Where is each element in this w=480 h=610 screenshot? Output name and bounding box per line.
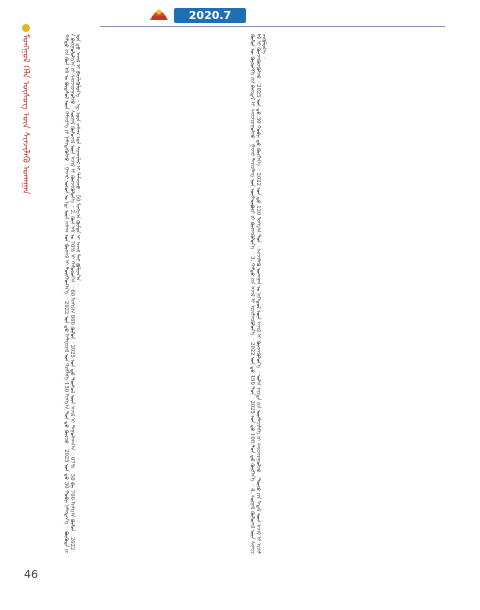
text-column-left: ᠬᠠᠮᠲᠤ ᠶᠢᠨ ᠬᠦᠨ ᠠᠮ ᠤ ᠬᠦᠳᠡᠯᠦᠯ ᠦᠨ ᠬᠡᠮᠵᠢᠶ᠎ᠡ ᠶᠢ ᠨᠡᠮᠡᠭᠳᠡᠭᠦᠯᠵᠦ ᠂ ᠭᠠᠵᠠᠷ ᠣᠷᠣᠨ ᠤ ᠡᠳ᠋ ᠦᠨ ᠵᠠᠰᠠᠭ ᠤᠨ ᠬᠥᠭᠵᠢᠯ ᠢ ᠲᠦᠷᠭᠡᠳᠬᠡᠨ᠎ᠡ ᠃ 2022 ᠣᠨ ᠳ᠋ᠤ ᠮᠠᠲ᠋ᠧᠷᠢᠶᠠᠯ ᠤᠨ ᠬᠡᠷᠡᠭᠯᠡᠭᠡ 150 ᠮᠢᠩᠭ᠎ᠠ ᠲᠣᠨ ᠳ᠋ᠤ ᠬᠦᠷᠴᠦ ᠂ 2025 ᠣᠨ ᠳ᠋ᠤ 30 ᠬᠤᠪᠢ ᠨᠡᠮᠡᠭᠳᠡᠨ᠎ᠡ ᠃ ᠪᠦᠭᠦᠳᠡ ᠶᠢᠨ ᠪᠠᠶᠢᠭᠤᠯᠤᠯᠭ᠎ᠠ ᠶᠢ ᠰᠠᠶᠢᠵᠢᠷᠠᠭᠤᠯᠵᠤ ᠂ ᠰᠤᠷᠭᠠᠯ ᠬᠥᠮᠦᠵᠢᠯ ᠦᠨ ᠠᠵᠢᠯ ᠢ ᠬᠥᠭᠵᠢᠭᠦᠯᠦᠨ᠎ᠡ ᠃ 2. ᠬᠦᠨ ᠠᠮ ᠤ 70% ᠢ ᠬᠠᠮᠤᠷᠤᠨ᠎ᠠ ᠃ 60 ᠮᠢᠩᠭ᠎ᠠ 800 ᠬᠦᠮᠦᠨ ᠂ 2025 ᠣᠨ ᠳ᠋ᠤ ᠲᠥᠰᠥᠯ ᠦᠨ ᠠᠵᠢᠯ ᠢ ᠳᠠᠭᠤᠰᠭᠠᠨ᠎ᠠ ᠃ 67% ᠂ 50 ᠪᠠ 700 ᠮᠢᠩᠭ᠎ᠠ ᠬᠦᠮᠦᠨ ᠂ 2022 ᠣᠨ ᠳ᠋ᠤ ᠠᠵᠢᠯ ᠢ ᠪᠡᠶᠡᠯᠡᠭᠦᠯᠦᠨ᠎ᠡ ᠃ ᠡᠳ᠋ ᠦᠨ ᠵᠠᠰᠠᠭ ᠤᠨ ᠰᠢᠨᠡᠴᠢᠯᠡᠯ ᠢ ᠳᠡᠮᠵᠢᠵᠦ ᠂ 50 ᠮᠢᠩᠭ᠎ᠠ ᠬᠦᠮᠦᠨ ᠢ ᠠᠵᠢᠯ ᠲᠠᠢ ᠪᠣᠯᠭᠠᠨ᠎ᠠ ᠃ (62, 34, 81, 553)
emblem-logo-icon (148, 4, 170, 22)
header-divider (100, 26, 445, 27)
text-column-right: ᠬᠦᠮᠦᠨ ᠦ ᠬᠥᠷᠥᠩᠭᠡ ᠶᠢᠨ ᠪᠠᠶᠢᠳᠠᠯ ᠢ ᠰᠠᠶᠢᠵᠢᠷᠠᠭᠤᠯᠵᠤ ᠂ ᠭᠠᠵᠠᠷ ᠲᠠᠷᠢᠶᠠᠯᠠᠩ ᠤᠨ ᠦᠢᠯᠡᠳᠪᠦᠷᠢ ᠶᠢ ᠬᠥᠭᠵᠢᠭᠦᠯᠦᠨ᠎ᠡ ᠃ 3. ᠬᠠᠮᠲᠤ ᠶᠢᠨ ᠠᠵᠢᠯ ᠢ ᠡᠷᠴᠢᠮᠵᠢᠭᠦᠯᠦᠨ᠎ᠡ ᠃ 2022 ᠣᠨ ᠳ᠋ᠤ 150 ᠲᠣᠨ ᠂ 2025 ᠣᠨ ᠳ᠋ᠤ 100 ᠲᠣᠨ ᠳ᠋ᠤ ᠬᠦᠷᠭᠡᠨ᠎ᠡ ᠃ 4. ᠰᠤᠷᠭᠠᠯ ᠬᠥᠮᠦᠵᠢᠯ ᠦᠨ ᠰᠢᠨᠡᠴᠢᠯᠡᠯ ᠢ ᠭᠦᠨᠵᠡᠭᠦᠷᠡᠭᠦᠯᠵᠦ ᠂ 2025 ᠣᠨ ᠳ᠋ᠤ 30 ᠬᠤᠪᠢ ᠳ᠋ᠤ ᠬᠦᠷᠭᠡᠨ᠎ᠡ ᠃ 2022 ᠣᠨ ᠳ᠋ᠤ 120 ᠮᠢᠩᠭ᠎ᠠ ᠲᠣᠨ ᠂ ᠰᠢᠨᠵᠢᠯᠡᠬᠦ ᠤᠬᠠᠭᠠᠨ ᠤ ᠨᠢᠭᠡᠳᠦᠯ ᠦᠨ ᠠᠵᠢᠯ ᠢ ᠬᠥᠭᠵᠢᠭᠦᠯᠦᠨ᠎ᠡ ᠃ ᠣᠯᠠᠨ ᠨᠡᠶᠢᠲᠡ ᠶᠢᠨ ᠦᠢᠯᠡᠴᠢᠯᠡᠭᠡ ᠶᠢ ᠰᠠᠶᠢᠵᠢᠷᠠᠭᠤᠯᠵᠤ ᠂ ᠲᠥᠷᠥ ᠶᠢᠨ ᠮᠡᠳᠡᠯ ᠦᠨ ᠠᠵᠢᠯ ᠢ ᠡᠷᠴᠢᠮᠵᠢᠭᠦᠯᠦᠨ᠎ᠡ ᠃ (248, 34, 267, 554)
section-title: ᠮᠣᠩᠭᠣᠯ ᠬᠡᠯᠡ ᠦᠰᠦᠭ ᠦᠨ ᠰᠢᠨᠵᠢᠯᠡᠬᠦ ᠤᠬᠠᠭᠠᠨ (20, 34, 30, 195)
title-bullet-icon (22, 24, 30, 32)
issue-date-badge: 2020.7 (174, 8, 246, 23)
page-number: 46 (24, 568, 38, 581)
